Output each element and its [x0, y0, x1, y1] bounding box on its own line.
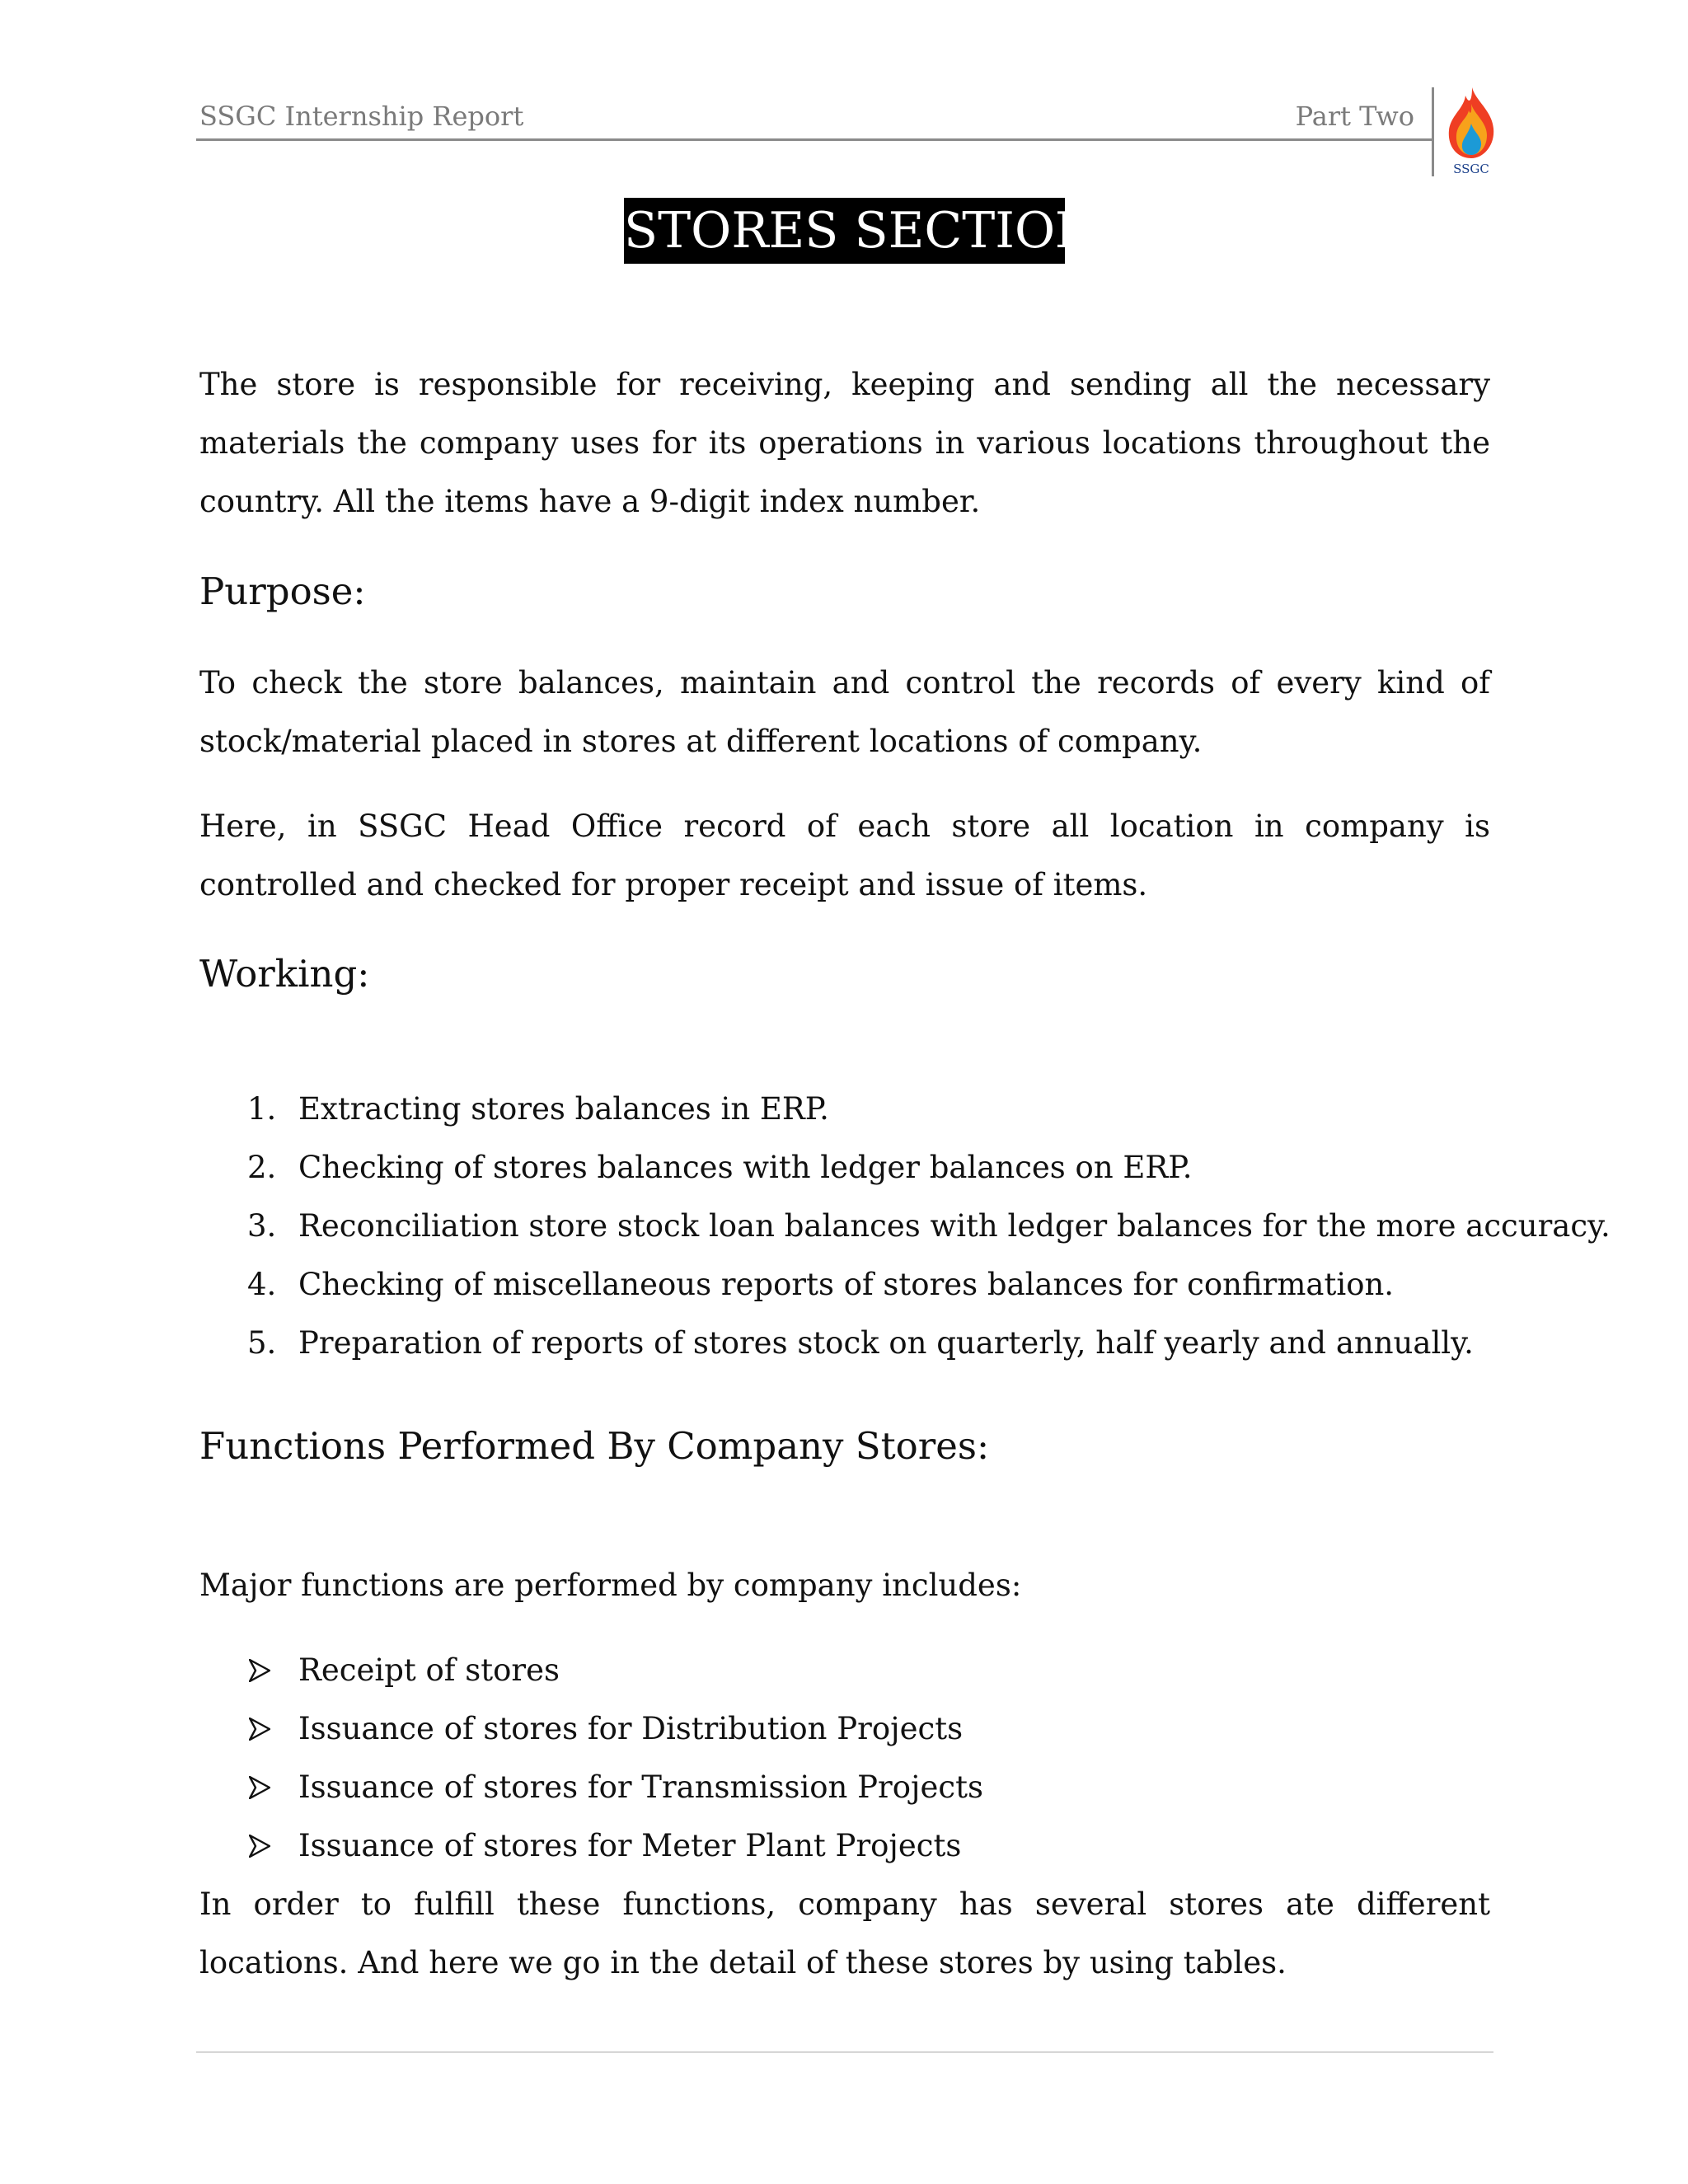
list-item-text: Issuance of stores for Meter Plant Projects — [298, 1828, 962, 1863]
list-item — [199, 1138, 1535, 1197]
list-item — [199, 1758, 1535, 1816]
section-title: STORES SECTION — [624, 198, 1065, 264]
purpose-paragraph-1: To check the store balances, maintain and control the records of every kind of stock/material placed in stores at different locations of company. — [199, 665, 1490, 759]
closing-paragraph: In order to fulfill these functions, company has several stores ate different locations. And here we go in the detail of these stores by using tables. — [199, 1886, 1490, 1980]
list-item-text: Receipt of stores — [298, 1652, 560, 1688]
functions-list — [199, 1641, 1535, 1875]
list-item-text: Checking of stores balances with ledger balances on ERP. — [298, 1150, 1193, 1185]
list-item — [199, 1699, 1535, 1758]
arrow-bullet-icon — [249, 1835, 270, 1858]
page-header — [196, 92, 1434, 141]
list-item-text: Extracting stores balances in ERP. — [298, 1091, 829, 1127]
list-item-text: Issuance of stores for Transmission Projects — [298, 1769, 983, 1805]
list-item — [199, 1816, 1535, 1875]
purpose-heading: Purpose: — [199, 569, 366, 613]
list-item — [199, 1314, 1535, 1372]
header-divider — [1432, 87, 1434, 176]
list-item-text: Reconciliation store stock loan balances with ledger balances for the more accuracy. — [298, 1208, 1611, 1244]
list-number: 5. — [247, 1325, 277, 1361]
list-number: 1. — [247, 1091, 277, 1127]
working-heading: Working: — [199, 952, 370, 996]
logo-label: SSGC — [1453, 162, 1489, 176]
list-item — [199, 1080, 1535, 1138]
flame-logo-icon — [1444, 86, 1498, 178]
list-item-text: Issuance of stores for Distribution Projects — [298, 1711, 964, 1746]
list-number: 4. — [247, 1267, 277, 1302]
header-part-label: Part Two — [1295, 101, 1414, 132]
purpose-paragraph-2: Here, in SSGC Head Office record of each store all location in company is controlled and checked for proper receipt and issue of items. — [199, 808, 1490, 902]
list-item-text: Preparation of reports of stores stock on quarterly, half yearly and annually. — [298, 1325, 1474, 1361]
list-number: 2. — [247, 1150, 277, 1185]
header-report-title: SSGC Internship Report — [199, 101, 524, 132]
arrow-bullet-icon — [249, 1718, 270, 1741]
working-list — [199, 1080, 1611, 1372]
functions-intro: Major functions are performed by company includes: — [199, 1568, 1022, 1603]
list-number: 3. — [247, 1208, 277, 1244]
list-item — [199, 1255, 1535, 1314]
list-item-text: Checking of miscellaneous reports of stores balances for confirmation. — [298, 1267, 1395, 1302]
list-item — [199, 1641, 1535, 1699]
arrow-bullet-icon — [249, 1659, 270, 1682]
footer-rule — [196, 2051, 1493, 2053]
list-item — [199, 1197, 1611, 1255]
intro-paragraph: The store is responsible for receiving, keeping and sending all the necessary materials the company uses for its operations in various locations throughout the country. All the items have a 9-digit index number. — [199, 367, 1490, 519]
functions-heading: Functions Performed By Company Stores: — [199, 1424, 990, 1468]
arrow-bullet-icon — [249, 1776, 270, 1799]
